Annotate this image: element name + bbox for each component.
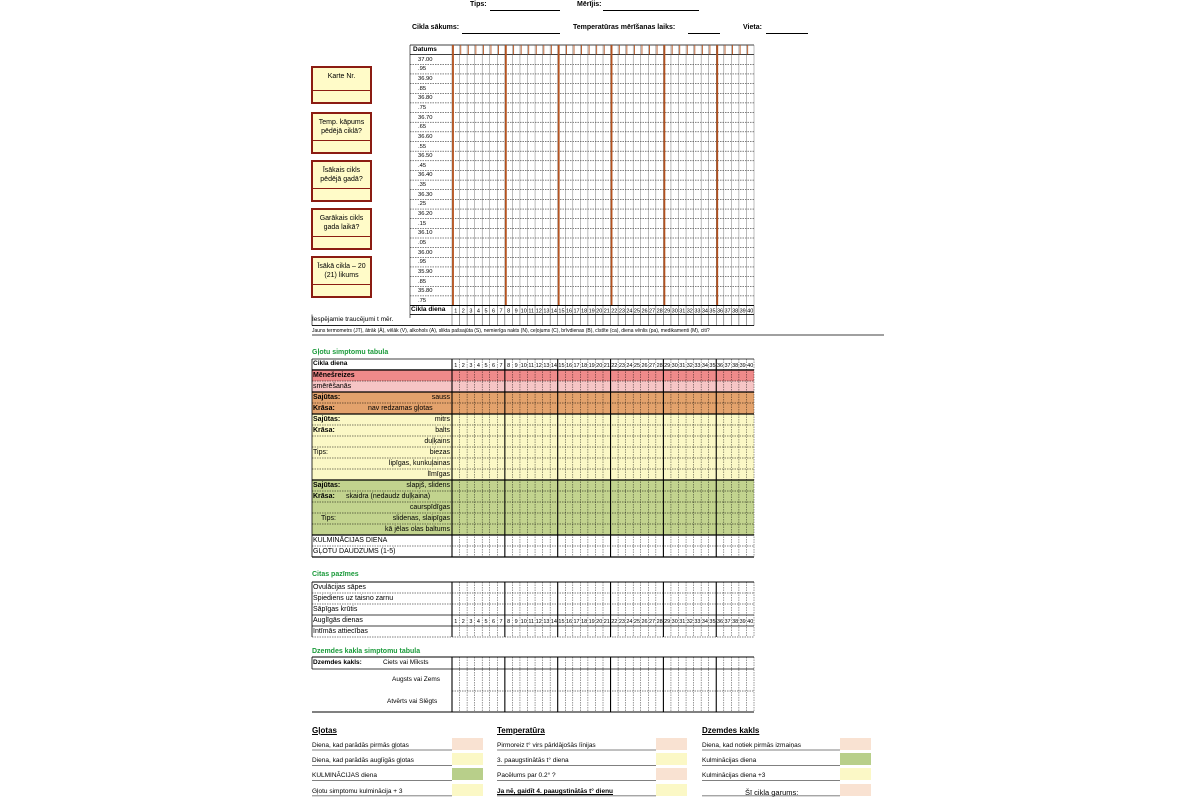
mucus-row-label: Krāsa: bbox=[313, 493, 335, 500]
cycle-day-number: 16 bbox=[565, 308, 573, 315]
cycle-day-number: 9 bbox=[514, 363, 518, 369]
mucus-row-bg bbox=[312, 469, 754, 480]
cycle-day-number: 23 bbox=[618, 619, 625, 625]
cycle-day-number: 4 bbox=[476, 619, 480, 625]
side-box-label: Temp. kāpums pēdējā ciklā? bbox=[318, 119, 365, 135]
legend-swatch bbox=[656, 753, 687, 765]
cycle-day-number: 12 bbox=[535, 619, 542, 625]
temp-tick-label: 36.30 bbox=[418, 191, 433, 198]
cycle-day-number: 18 bbox=[581, 619, 588, 625]
cycle-day-number: 5 bbox=[484, 619, 488, 625]
cycle-day-number: 36 bbox=[716, 619, 724, 625]
cycle-day-number: 18 bbox=[581, 308, 588, 315]
other-row-label: Intīmās attiecības bbox=[313, 628, 368, 635]
cycle-day-number: 18 bbox=[581, 363, 588, 369]
cycle-day-number: 8 bbox=[507, 308, 511, 315]
legend-mucus-item: Diena, kad parādās pirmās gļotas bbox=[312, 742, 409, 749]
cycle-day-number: 23 bbox=[618, 308, 625, 315]
cycle-day-number: 32 bbox=[686, 363, 693, 369]
temp-tick-label: 36.20 bbox=[418, 211, 433, 218]
temp-tick-label: .95 bbox=[418, 259, 427, 266]
cycle-day-number: 29 bbox=[664, 619, 671, 625]
cycle-day-number: 7 bbox=[499, 619, 503, 625]
cycle-day-number: 30 bbox=[671, 619, 678, 625]
mucus-row-bg bbox=[312, 392, 754, 403]
mucus-row-label: smērēšanās bbox=[313, 383, 352, 390]
temp-tick-label: 36.10 bbox=[418, 230, 433, 237]
cycle-start-label: Cikla sākums: bbox=[412, 24, 460, 31]
legend-mucus-title: Gļotas bbox=[312, 726, 337, 735]
other-row-label: Sāpīgas krūtis bbox=[313, 606, 358, 613]
cycle-day-number: 23 bbox=[618, 363, 625, 369]
mucus-row-bg bbox=[312, 436, 754, 447]
cycle-day-number: 26 bbox=[641, 619, 648, 625]
mucus-row-label: Krāsa: bbox=[313, 405, 335, 412]
legend-swatch bbox=[840, 738, 871, 750]
cycle-day-number: 38 bbox=[732, 619, 739, 625]
cycle-day-number: 25 bbox=[633, 619, 641, 625]
cycle-day-number: 8 bbox=[507, 363, 511, 369]
mucus-section-title: Gļotu simptomu tabula bbox=[312, 349, 389, 356]
mucus-row-value: slapjš, slidens bbox=[406, 482, 450, 489]
cycle-day-number: 40 bbox=[747, 363, 754, 369]
cycle-day-number: 6 bbox=[491, 363, 496, 369]
mucus-row-value: sauss bbox=[431, 394, 450, 401]
mucus-row-bg bbox=[312, 447, 754, 458]
temp-tick-label: 37.00 bbox=[418, 56, 433, 63]
legend-swatch bbox=[840, 753, 871, 765]
cycle-day-number: 10 bbox=[520, 308, 527, 315]
cycle-day-number: 27 bbox=[649, 308, 656, 315]
cycle-day-number: 1 bbox=[454, 308, 458, 315]
cycle-day-number: 14 bbox=[550, 308, 557, 315]
mucus-row-value: līmīgas bbox=[427, 471, 450, 478]
legend-temp-item: Pacēlums par 0.2° ? bbox=[497, 772, 556, 779]
cycle-day-number: 2 bbox=[461, 308, 465, 315]
mucus-row-bg bbox=[312, 524, 754, 535]
cycle-day-number: 16 bbox=[565, 619, 573, 625]
legend-cervix-item: Diena, kad notiek pirmās izmaiņas bbox=[702, 742, 801, 749]
cycle-day-number: 3 bbox=[469, 619, 473, 625]
temp-tick-label: .95 bbox=[418, 66, 427, 73]
legend-cervix-item: Kulminācijas diena bbox=[702, 757, 757, 764]
mucus-row-bg bbox=[312, 502, 754, 513]
mucus-row-label: Krāsa: bbox=[313, 427, 335, 434]
mucus-row-value: caurspīdīgas bbox=[409, 504, 450, 511]
mucus-row-value: lipīgas, kunkuļainas bbox=[388, 460, 450, 467]
cycle-day-number: 2 bbox=[461, 363, 465, 369]
cycle-day-number: 31 bbox=[679, 363, 686, 369]
cycle-day-number: 24 bbox=[626, 363, 633, 369]
temp-tick-label: .55 bbox=[418, 143, 427, 150]
cycle-day-number: 15 bbox=[558, 363, 565, 369]
merijs-label: Mērījis: bbox=[577, 1, 602, 8]
cycle-day-number: 35 bbox=[709, 619, 716, 625]
tips-label: Tips: bbox=[470, 1, 487, 8]
legend-swatch bbox=[840, 768, 871, 780]
cycle-day-number: 19 bbox=[588, 363, 595, 369]
cycle-day-number: 40 bbox=[747, 619, 754, 625]
temp-tick-label: 35.90 bbox=[418, 268, 433, 275]
cycle-day-number: 4 bbox=[476, 308, 480, 315]
temp-tick-label: .65 bbox=[418, 124, 427, 131]
temp-tick-label: .85 bbox=[418, 278, 427, 285]
cycle-day-number: 35 bbox=[709, 308, 716, 315]
mucus-row-bg bbox=[312, 370, 754, 381]
temp-tick-label: .45 bbox=[418, 162, 427, 169]
cycle-day-number: 36 bbox=[716, 363, 724, 369]
date-header: Datums bbox=[413, 46, 437, 53]
cycle-day-number: 22 bbox=[611, 363, 618, 369]
temp-tick-label: 36.80 bbox=[418, 95, 433, 102]
other-section-title: Citas pazīmes bbox=[312, 571, 359, 578]
cycle-day-number: 2 bbox=[461, 619, 465, 625]
mucus-row-value: nav redzamas gļotas bbox=[368, 405, 433, 412]
cervix-header-label: Dzemdes kakls: bbox=[313, 659, 362, 666]
mucus-row-value: balts bbox=[435, 427, 450, 434]
cycle-day-number: 5 bbox=[484, 363, 488, 369]
legend-temp-item: 3. paaugstinātās t° diena bbox=[497, 757, 569, 764]
place-label: Vieta: bbox=[743, 24, 762, 31]
cycle-day-number: 10 bbox=[520, 363, 527, 369]
cycle-day-number: 21 bbox=[603, 619, 610, 625]
mucus-row-bg bbox=[312, 513, 754, 524]
cycle-day-number: 36 bbox=[716, 308, 724, 315]
mucus-row-label: GĻOTU DAUDZUMS (1-5) bbox=[313, 548, 396, 555]
cycle-day-number: 24 bbox=[626, 308, 633, 315]
cycle-day-number: 7 bbox=[499, 308, 503, 315]
mucus-row-bg bbox=[312, 480, 754, 491]
other-row-label: Ovulācijas sāpes bbox=[313, 584, 366, 591]
cycle-day-number: 33 bbox=[694, 363, 701, 369]
cycle-day-number: 30 bbox=[671, 308, 678, 315]
temp-tick-label: 36.70 bbox=[418, 114, 433, 121]
cycle-day-number: 15 bbox=[558, 308, 565, 315]
cycle-day-number: 15 bbox=[558, 619, 565, 625]
mucus-row-value: slidenas, slaipīgas bbox=[392, 515, 450, 522]
mucus-row-bg bbox=[312, 381, 754, 392]
cervix-row2-label: Augsts vai Zems bbox=[392, 676, 441, 683]
cycle-day-number: 12 bbox=[535, 308, 542, 315]
temp-tick-label: 35.80 bbox=[418, 288, 433, 295]
legend-mucus-item: Diena, kad parādās auglīgās gļotas bbox=[312, 757, 414, 764]
cycle-day-number: 5 bbox=[484, 308, 488, 315]
cycle-day-number: 10 bbox=[520, 619, 527, 625]
legend-temp-item: Pirmoreiz t° virs pārklājošās līnijas bbox=[497, 742, 596, 749]
cycle-day-number: 34 bbox=[701, 308, 708, 315]
temp-tick-label: 36.90 bbox=[418, 75, 433, 82]
cycle-day-number: 29 bbox=[664, 308, 671, 315]
cycle-day-label-top: Cikla diena bbox=[411, 306, 446, 313]
legend-swatch bbox=[840, 784, 871, 796]
temp-tick-label: .85 bbox=[418, 85, 427, 92]
mucus-row-bg bbox=[312, 414, 754, 425]
cycle-day-number: 17 bbox=[573, 363, 580, 369]
mucus-row-value: kā jēlas olas baltums bbox=[385, 526, 450, 533]
cycle-day-number: 38 bbox=[732, 308, 739, 315]
legend-swatch bbox=[656, 738, 687, 750]
cycle-day-number: 21 bbox=[603, 363, 610, 369]
mucus-row-label: Tips: bbox=[313, 449, 328, 456]
cycle-day-number: 28 bbox=[656, 619, 663, 625]
cycle-day-number: 39 bbox=[739, 363, 746, 369]
cycle-day-number: 8 bbox=[507, 619, 511, 625]
cycle-day-number: 4 bbox=[476, 363, 480, 369]
cycle-day-number: 20 bbox=[596, 308, 603, 315]
cycle-day-number: 25 bbox=[633, 363, 641, 369]
cycle-day-number: 35 bbox=[709, 363, 716, 369]
mucus-row-value: mitrs bbox=[434, 416, 450, 423]
temp-tick-label: 36.00 bbox=[418, 249, 433, 256]
cervix-header-value: Ciets vai Mīksts bbox=[383, 659, 429, 666]
cycle-day-number: 19 bbox=[588, 619, 595, 625]
cycle-day-number: 19 bbox=[588, 308, 595, 315]
cycle-day-number: 1 bbox=[454, 619, 458, 625]
cycle-day-number: 6 bbox=[491, 308, 496, 315]
cycle-day-number: 11 bbox=[528, 363, 535, 369]
cycle-day-number: 22 bbox=[611, 619, 618, 625]
temp-tick-label: 36.40 bbox=[418, 172, 433, 179]
cervix-row3-label: Atvērts vai Slēgts bbox=[387, 698, 438, 705]
legend-temp-item: Ja nē, gaidīt 4. paaugstinātās t° dienu bbox=[497, 788, 614, 795]
cycle-day-number: 32 bbox=[686, 619, 693, 625]
cycle-day-number: 7 bbox=[499, 363, 503, 369]
temp-tick-label: .35 bbox=[418, 182, 427, 189]
legend-swatch bbox=[452, 784, 483, 796]
mucus-row-label: Sajūtas: bbox=[313, 394, 341, 401]
cervix-section-title: Dzemdes kakla simptomu tabula bbox=[312, 648, 421, 655]
mucus-row-value: biezas bbox=[429, 449, 450, 456]
cycle-day-number: 14 bbox=[550, 363, 557, 369]
cycle-day-number: 27 bbox=[649, 363, 656, 369]
cycle-day-number: 39 bbox=[739, 308, 746, 315]
mucus-row-value: skaidra (nedaudz duļķaina) bbox=[346, 493, 431, 500]
cycle-day-number: 17 bbox=[573, 308, 580, 315]
temp-time-label: Temperatūras mērīšanas laiks: bbox=[573, 24, 676, 31]
mucus-row-label: Tips: bbox=[321, 515, 336, 522]
temp-tick-label: .05 bbox=[418, 240, 427, 246]
temp-tick-label: .75 bbox=[418, 297, 427, 304]
legend-mucus-item: Gļotu simptomu kulminācija + 3 bbox=[312, 788, 403, 795]
side-box-label: Īsākais cikls pēdējā gadā? bbox=[320, 167, 363, 183]
cycle-day-number: 28 bbox=[656, 363, 663, 369]
cycle-day-number: 13 bbox=[543, 619, 550, 625]
mucus-row-label: Sajūtas: bbox=[313, 482, 341, 489]
legend-swatch bbox=[452, 738, 483, 750]
cycle-day-number: 6 bbox=[491, 619, 496, 625]
legend-mucus-item: KULMINĀCIJAS diena bbox=[312, 772, 378, 779]
side-box-label: Karte Nr. bbox=[327, 73, 356, 80]
cycle-day-number: 31 bbox=[679, 619, 686, 625]
cycle-day-number: 33 bbox=[694, 308, 701, 315]
cycle-day-number: 27 bbox=[649, 619, 656, 625]
cycle-day-number: 28 bbox=[656, 308, 663, 315]
legend-cervix-item: Kulminācijas diena +3 bbox=[702, 772, 766, 779]
cycle-day-number: 38 bbox=[732, 363, 739, 369]
cycle-day-number: 29 bbox=[664, 363, 671, 369]
cycle-day-number: 9 bbox=[514, 308, 518, 315]
mucus-row-value: duļķains bbox=[424, 438, 450, 445]
legend-cervix-title: Dzemdes kakls bbox=[702, 726, 760, 735]
cycle-day-number: 20 bbox=[596, 363, 603, 369]
cycle-day-number: 37 bbox=[724, 619, 731, 625]
cycle-day-number: 37 bbox=[724, 308, 731, 315]
cycle-day-number: 3 bbox=[469, 308, 473, 315]
temp-tick-label: 36.60 bbox=[418, 133, 433, 140]
mucus-row-bg bbox=[312, 425, 754, 436]
mucus-row-label: Sajūtas: bbox=[313, 416, 341, 423]
side-box-label: Garākais cikls gada laikā? bbox=[319, 215, 364, 231]
cycle-day-number: 40 bbox=[747, 308, 754, 315]
other-row-label: Auglīgās dienas bbox=[313, 617, 363, 624]
cycle-day-number: 32 bbox=[686, 308, 693, 315]
side-box-label: Īsākā cikla – 20 (21) likums bbox=[317, 263, 366, 279]
cycle-day-number: 26 bbox=[641, 308, 648, 315]
cycle-day-number: 16 bbox=[565, 363, 573, 369]
legend-swatch bbox=[452, 753, 483, 765]
cycle-day-number: 1 bbox=[454, 363, 458, 369]
disturbances-note: Jauns termometrs (JT), ātrāk (Ā), vēlāk (V), alkohols (A), slikta pašsajūta (S), nemierīga nakts (N), ceļojums (C), brīvdienas (B), cīstīte (ca), diena vēnlis (pa), medikamenti (M), citi? bbox=[312, 328, 710, 334]
cycle-day-number: 3 bbox=[469, 363, 473, 369]
mucus-row-label: Mēnešreizes bbox=[313, 372, 355, 379]
cycle-day-number: 34 bbox=[701, 363, 708, 369]
legend-temp-title: Temperatūra bbox=[497, 726, 545, 735]
legend-cervix-item: Šī cikla garums: bbox=[745, 788, 799, 797]
cycle-day-number: 12 bbox=[535, 363, 542, 369]
legend-swatch bbox=[452, 768, 483, 780]
cycle-day-number: 26 bbox=[641, 363, 648, 369]
legend-swatch bbox=[656, 784, 687, 796]
cycle-day-number: 20 bbox=[596, 619, 603, 625]
cycle-day-number: 11 bbox=[528, 619, 535, 625]
mucus-row-label: KULMINĀCIJAS DIENA bbox=[313, 537, 388, 544]
temp-tick-label: .75 bbox=[418, 104, 427, 111]
legend-swatch bbox=[656, 768, 687, 780]
cycle-day-number: 13 bbox=[543, 308, 550, 315]
cycle-day-number: 37 bbox=[724, 363, 731, 369]
cycle-day-number: 25 bbox=[633, 308, 641, 315]
cycle-day-number: 21 bbox=[603, 308, 610, 315]
cycle-day-number: 33 bbox=[694, 619, 701, 625]
temp-tick-label: 36.50 bbox=[418, 153, 433, 160]
cycle-day-number: 30 bbox=[671, 363, 678, 369]
cycle-day-number: 34 bbox=[701, 619, 708, 625]
cycle-day-number: 14 bbox=[550, 619, 557, 625]
cycle-day-number: 22 bbox=[611, 308, 618, 315]
cycle-day-number: 11 bbox=[528, 308, 535, 315]
cycle-day-number: 31 bbox=[679, 308, 686, 315]
cycle-day-number: 9 bbox=[514, 619, 518, 625]
disturbances-label: Iespējamie traucējumi t mēr. bbox=[312, 316, 394, 323]
cycle-day-number: 13 bbox=[543, 363, 550, 369]
cycle-day-number: 17 bbox=[573, 619, 580, 625]
mucus-cycle-day-label: Cikla diena bbox=[313, 360, 348, 367]
cycle-day-number: 24 bbox=[626, 619, 633, 625]
temp-tick-label: .25 bbox=[418, 201, 427, 208]
mucus-row-bg bbox=[312, 458, 754, 469]
cycle-day-number: 39 bbox=[739, 619, 746, 625]
temp-tick-label: .15 bbox=[418, 220, 427, 227]
other-row-label: Spiediens uz taisno zarnu bbox=[313, 595, 394, 602]
